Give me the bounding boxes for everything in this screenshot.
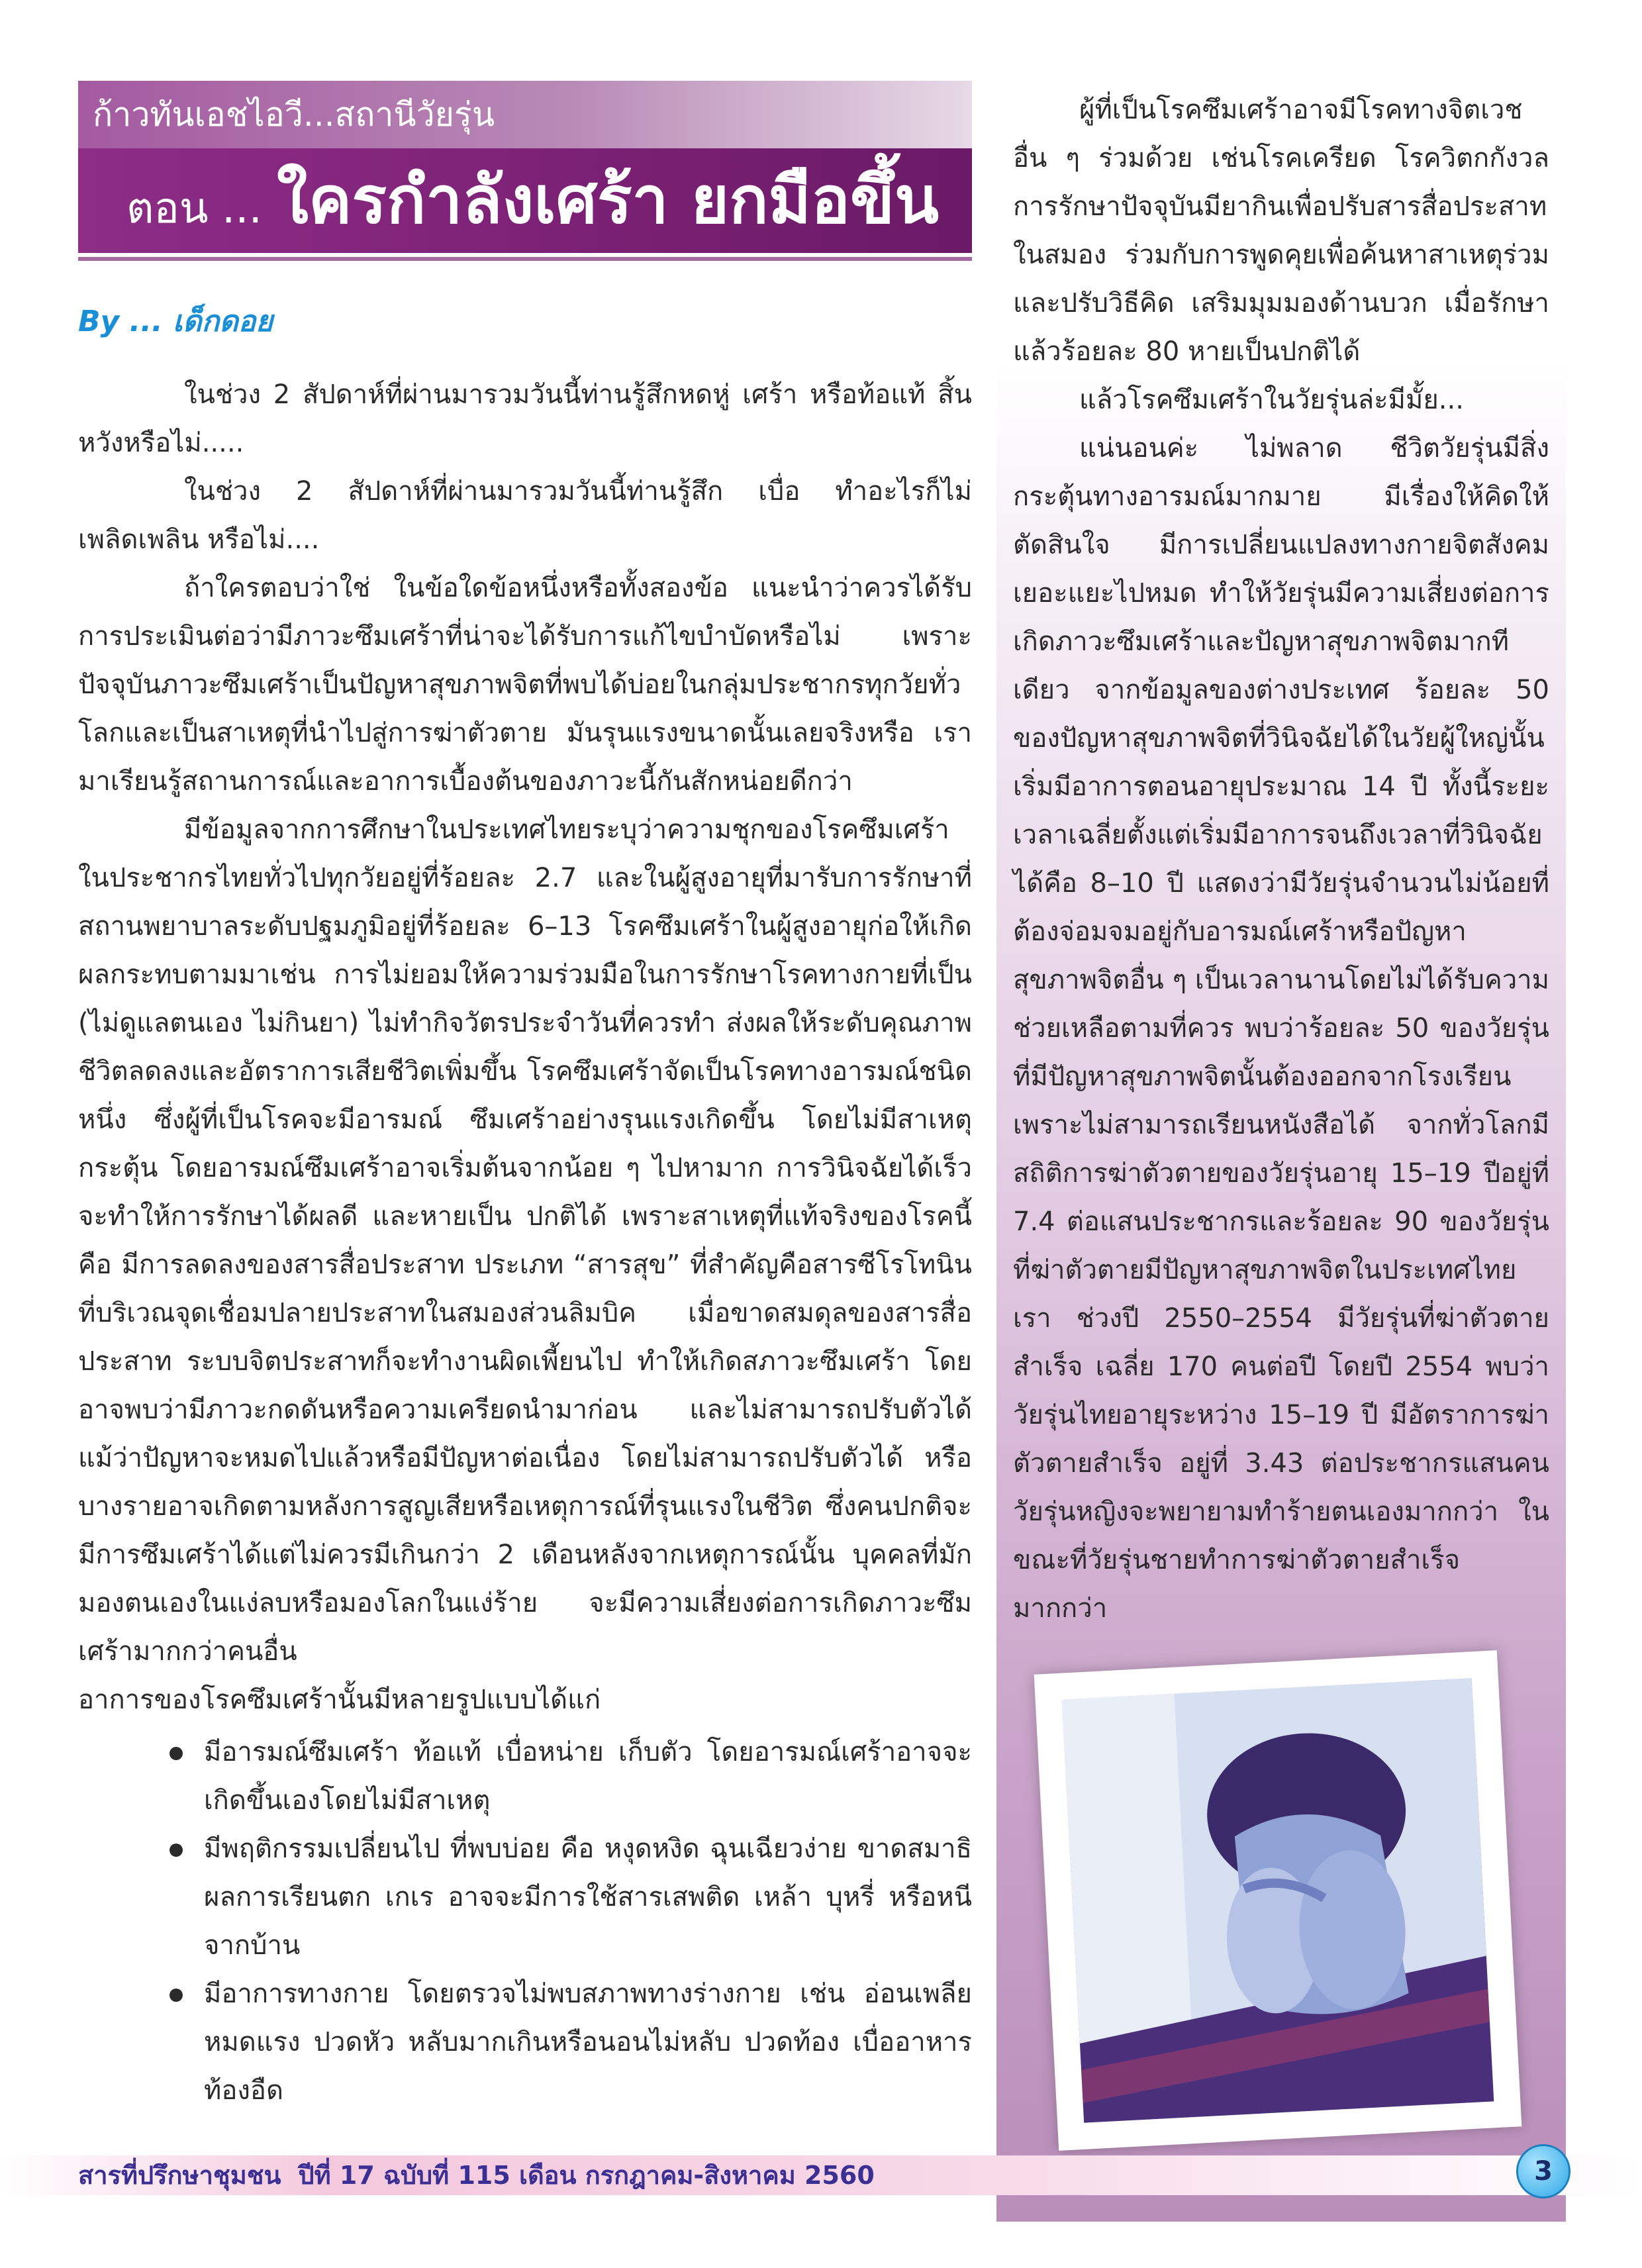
- title-prefix: ตอน ...: [126, 184, 262, 233]
- page-number: 3: [1516, 2144, 1570, 2198]
- paragraph: ผู้ที่เป็นโรคซึมเศร้าอาจมีโรคทางจิตเวชอื่น ๆ ร่วมด้วย เช่นโรคเครียด โรควิตกกังวล การรักษาปัจจุบันมียากินเพื่อปรับสารสื่อประสาทในสมอง ร่วมกับการพูดคุยเพื่อค้นหาสาเหตุร่วม และปรับวิธีคิด เสริมมุมมองด้านบวก เมื่อรักษาแล้วร้อยละ 80 หายเป็นปกติได้: [1013, 95, 1549, 367]
- paragraph: มีข้อมูลจากการศึกษาในประเทศไทยระบุว่าความชุกของโรคซึมเศร้าในประชากรไทยทั่วไปทุกวัยอยู่ที่ร้อยละ 2.7 และในผู้สูงอายุที่มารับการรักษาที่สถานพยาบาลระดับปฐมภูมิอยู่ที่ร้อยละ 6–13 โรคซึมเศร้าในผู้สูงอายุก่อให้เกิดผลกระทบตามมาเช่น การไม่ยอมให้ความร่วมมือในการรักษาโรคทางกายที่เป็น (ไม่ดูแลตนเอง ไม่กินยา) ไม่ทำกิจวัตรประจำวันที่ควรทำ ส่งผลให้ระดับคุณภาพชีวิตลดลงและอัตราการเสียชีวิตเพิ่มขึ้น โรคซึมเศร้าจัดเป็นโรคทางอารมณ์ชนิดหนึ่ง ซึ่งผู้ที่เป็นโรคจะมีอารมณ์ ซึมเศร้าอย่างรุนแรงเกิดขึ้น โดยไม่มีสาเหตุกระตุ้น โดยอารมณ์ซึมเศร้าอาจเริ่มต้นจากน้อย ๆ ไปหามาก การวินิจฉัยได้เร็ว จะทำให้การรักษาได้ผลดี และหายเป็น ปกติได้ เพราะสาเหตุที่แท้จริงของโรคนี้คือ มีการลดลงของสารสื่อประสาท ประเภท “สารสุข” ที่สำคัญคือสารซีโรโทนิน ที่บริเวณจุดเชื่อมปลายประสาทในสมองส่วนลิมบิค เมื่อขาดสมดุลของสารสื่อประสาท ระบบจิตประสาทก็จะทำงานผิดเพี้ยนไป ทำให้เกิดสภาวะซึมเศร้า โดยอาจพบว่ามีภาวะกดดันหรือความเครียดนำมาก่อน และไม่สามารถปรับตัวได้ แม้ว่าปัญหาจะหมดไปแล้วหรือมีปัญหาต่อเนื่อง โดยไม่สามารถปรับตัวได้ หรือบางรายอาจเกิดตามหลังการสูญเสียหรือเหตุการณ์ที่รุนแรงในชีวิต ซึ่งคนปกติจะมีการซึมเศร้าได้แต่ไม่ควรมีเกินกว่า 2 เดือนหลังจากเหตุการณ์นั้น บุคคลที่มักมองตนเองในแง่ลบหรือมองโลกในแง่ร้าย จะมีความเสี่ยงต่อการเกิดภาวะซึมเศร้ามากกว่าคนอื่น: [78, 814, 972, 1667]
- right-column: [1013, 86, 1549, 1633]
- list-intro: อาการของโรคซึมเศร้านั้นมีหลายรูปแบบได้แก่: [78, 1685, 601, 1715]
- list-item: [204, 1970, 972, 2115]
- photo-sad-teen: [1062, 1678, 1494, 2123]
- bullet-icon: [169, 1844, 183, 1857]
- paragraph: ในช่วง 2 สัปดาห์ที่ผ่านมารวมวันนี้ท่านรู้สึกหดหู่ เศร้า หรือท้อแท้ สิ้นหวังหรือไม่.....: [78, 379, 972, 458]
- title-divider: [78, 257, 972, 261]
- left-column: [78, 371, 972, 2115]
- paragraph: ถ้าใครตอบว่าใช่ ในข้อใดข้อหนึ่งหรือทั้งสองข้อ แนะนำว่าควรได้รับการประเมินต่อว่ามีภาวะซึมเศร้าที่น่าจะได้รับการแก้ไขบำบัดหรือไม่ เพราะปัจจุบันภาวะซึมเศร้าเป็นปัญหาสุขภาพจิตที่พบได้บ่อยในกลุ่มประชากรทุกวัยทั่วโลกและเป็นสาเหตุที่นำไปสู่การฆ่าตัวตาย มันรุนแรงขนาดนั้นเลยจริงหรือ เรามาเรียนรู้สถานการณ์และอาการเบื้องต้นของภาวะนี้กันสักหน่อยดีกว่า: [78, 573, 972, 797]
- paragraph: แน่นอนค่ะ ไม่พลาด ชีวิตวัยรุ่นมีสิ่งกระตุ้นทางอารมณ์มากมาย มีเรื่องให้คิดให้ตัดสินใจ มีการเปลี่ยนแปลงทางกายจิตสังคมเยอะแยะไปหมด ทำให้วัยรุ่นมีความเสี่ยงต่อการเกิดภาวะซึมเศร้าและปัญหาสุขภาพจิตมากทีเดียว จากข้อมูลของต่างประเทศ ร้อยละ 50 ของปัญหาสุขภาพจิตที่วินิจฉัยได้ในวัยผู้ใหญ่นั้นเริ่มมีอาการตอนอายุประมาณ 14 ปี ทั้งนี้ระยะเวลาเฉลี่ยตั้งแต่เริ่มมีอาการจนถึงเวลาที่วินิจฉัยได้คือ 8–10 ปี แสดงว่ามีวัยรุ่นจำนวนไม่น้อยที่ต้องจ่อมจมอยู่กับอารมณ์เศร้าหรือปัญหาสุขภาพจิตอื่น ๆ เป็นเวลานานโดยไม่ได้รับความช่วยเหลือตามที่ควร พบว่าร้อยละ 50 ของวัยรุ่นที่มีปัญหาสุขภาพจิตนั้นต้องออกจากโรงเรียนเพราะไม่สามารถเรียนหนังสือได้ จากทั่วโลกมีสถิติการฆ่าตัวตายของวัยรุ่นอายุ 15–19 ปีอยู่ที่ 7.4 ต่อแสนประชากรและร้อยละ 90 ของวัยรุ่นที่ฆ่าตัวตายมีปัญหาสุขภาพจิตในประเทศไทยเรา ช่วงปี 2550–2554 มีวัยรุ่นที่ฆ่าตัวตายสำเร็จ เฉลี่ย 170 คนต่อปี โดยปี 2554 พบว่า วัยรุ่นไทยอายุระหว่าง 15–19 ปี มีอัตราการฆ่าตัวตายสำเร็จ อยู่ที่ 3.43 ต่อประชากรแสนคน วัยรุ่นหญิงจะพยายามทำร้ายตนเองมากกว่า ในขณะที่วัยรุ่นชายทำการฆ่าตัวตายสำเร็จมากกว่า: [1013, 433, 1549, 1624]
- symptom-list: [78, 1728, 972, 2115]
- title-main: ใครกำลังเศร้า ยกมือขึ้น: [276, 163, 939, 238]
- footer: [78, 2152, 875, 2198]
- bullet-icon: [169, 1989, 183, 2002]
- list-item-text: มีอาการทางกาย โดยตรวจไม่พบสภาพทางร่างกาย เช่น อ่อนเพลีย หมดแรง ปวดหัว หลับมากเกินหรือนอนไม่หลับ ปวดท้อง เบื่ออาหาร ท้องอืด: [204, 1979, 972, 2106]
- list-item-text: มีพฤติกรรมเปลี่ยนไป ที่พบบ่อย คือ หงุดหงิด ฉุนเฉียวง่าย ขาดสมาธิ ผลการเรียนตก เกเร อาจจะมีการใช้สารเสพติด เหล้า บุหรี่ หรือหนีจากบ้าน: [204, 1834, 972, 1961]
- series-title: ก้าวทันเอชไอวี...สถานีวัยรุ่น: [78, 81, 972, 148]
- article-title: [78, 148, 972, 253]
- paragraph: แล้วโรคซึมเศร้าในวัยรุ่นล่ะมีมั้ย...: [1079, 385, 1464, 415]
- list-item-text: มีอารมณ์ซึมเศร้า ท้อแท้ เบื่อหน่าย เก็บตัว โดยอารมณ์เศร้าอาจจะเกิดขึ้นเองโดยไม่มีสาเหตุ: [204, 1737, 972, 1816]
- bullet-icon: [169, 1747, 183, 1760]
- list-item: [204, 1728, 972, 1825]
- list-item: [204, 1825, 972, 1970]
- issue-info: ปีที่ 17 ฉบับที่ 115 เดือน กรกฎาคม-สิงหาคม 2560: [298, 2161, 875, 2190]
- publication-name: สารที่ปรึกษาชุมชน: [78, 2161, 281, 2190]
- paragraph: ในช่วง 2 สัปดาห์ที่ผ่านมารวมวันนี้ท่านรู้สึก เบื่อ ทำอะไรก็ไม่เพลิดเพลิน หรือไม่....: [78, 476, 972, 555]
- byline: By ... เด็กดอย: [78, 305, 273, 338]
- photo-frame: [1034, 1650, 1522, 2151]
